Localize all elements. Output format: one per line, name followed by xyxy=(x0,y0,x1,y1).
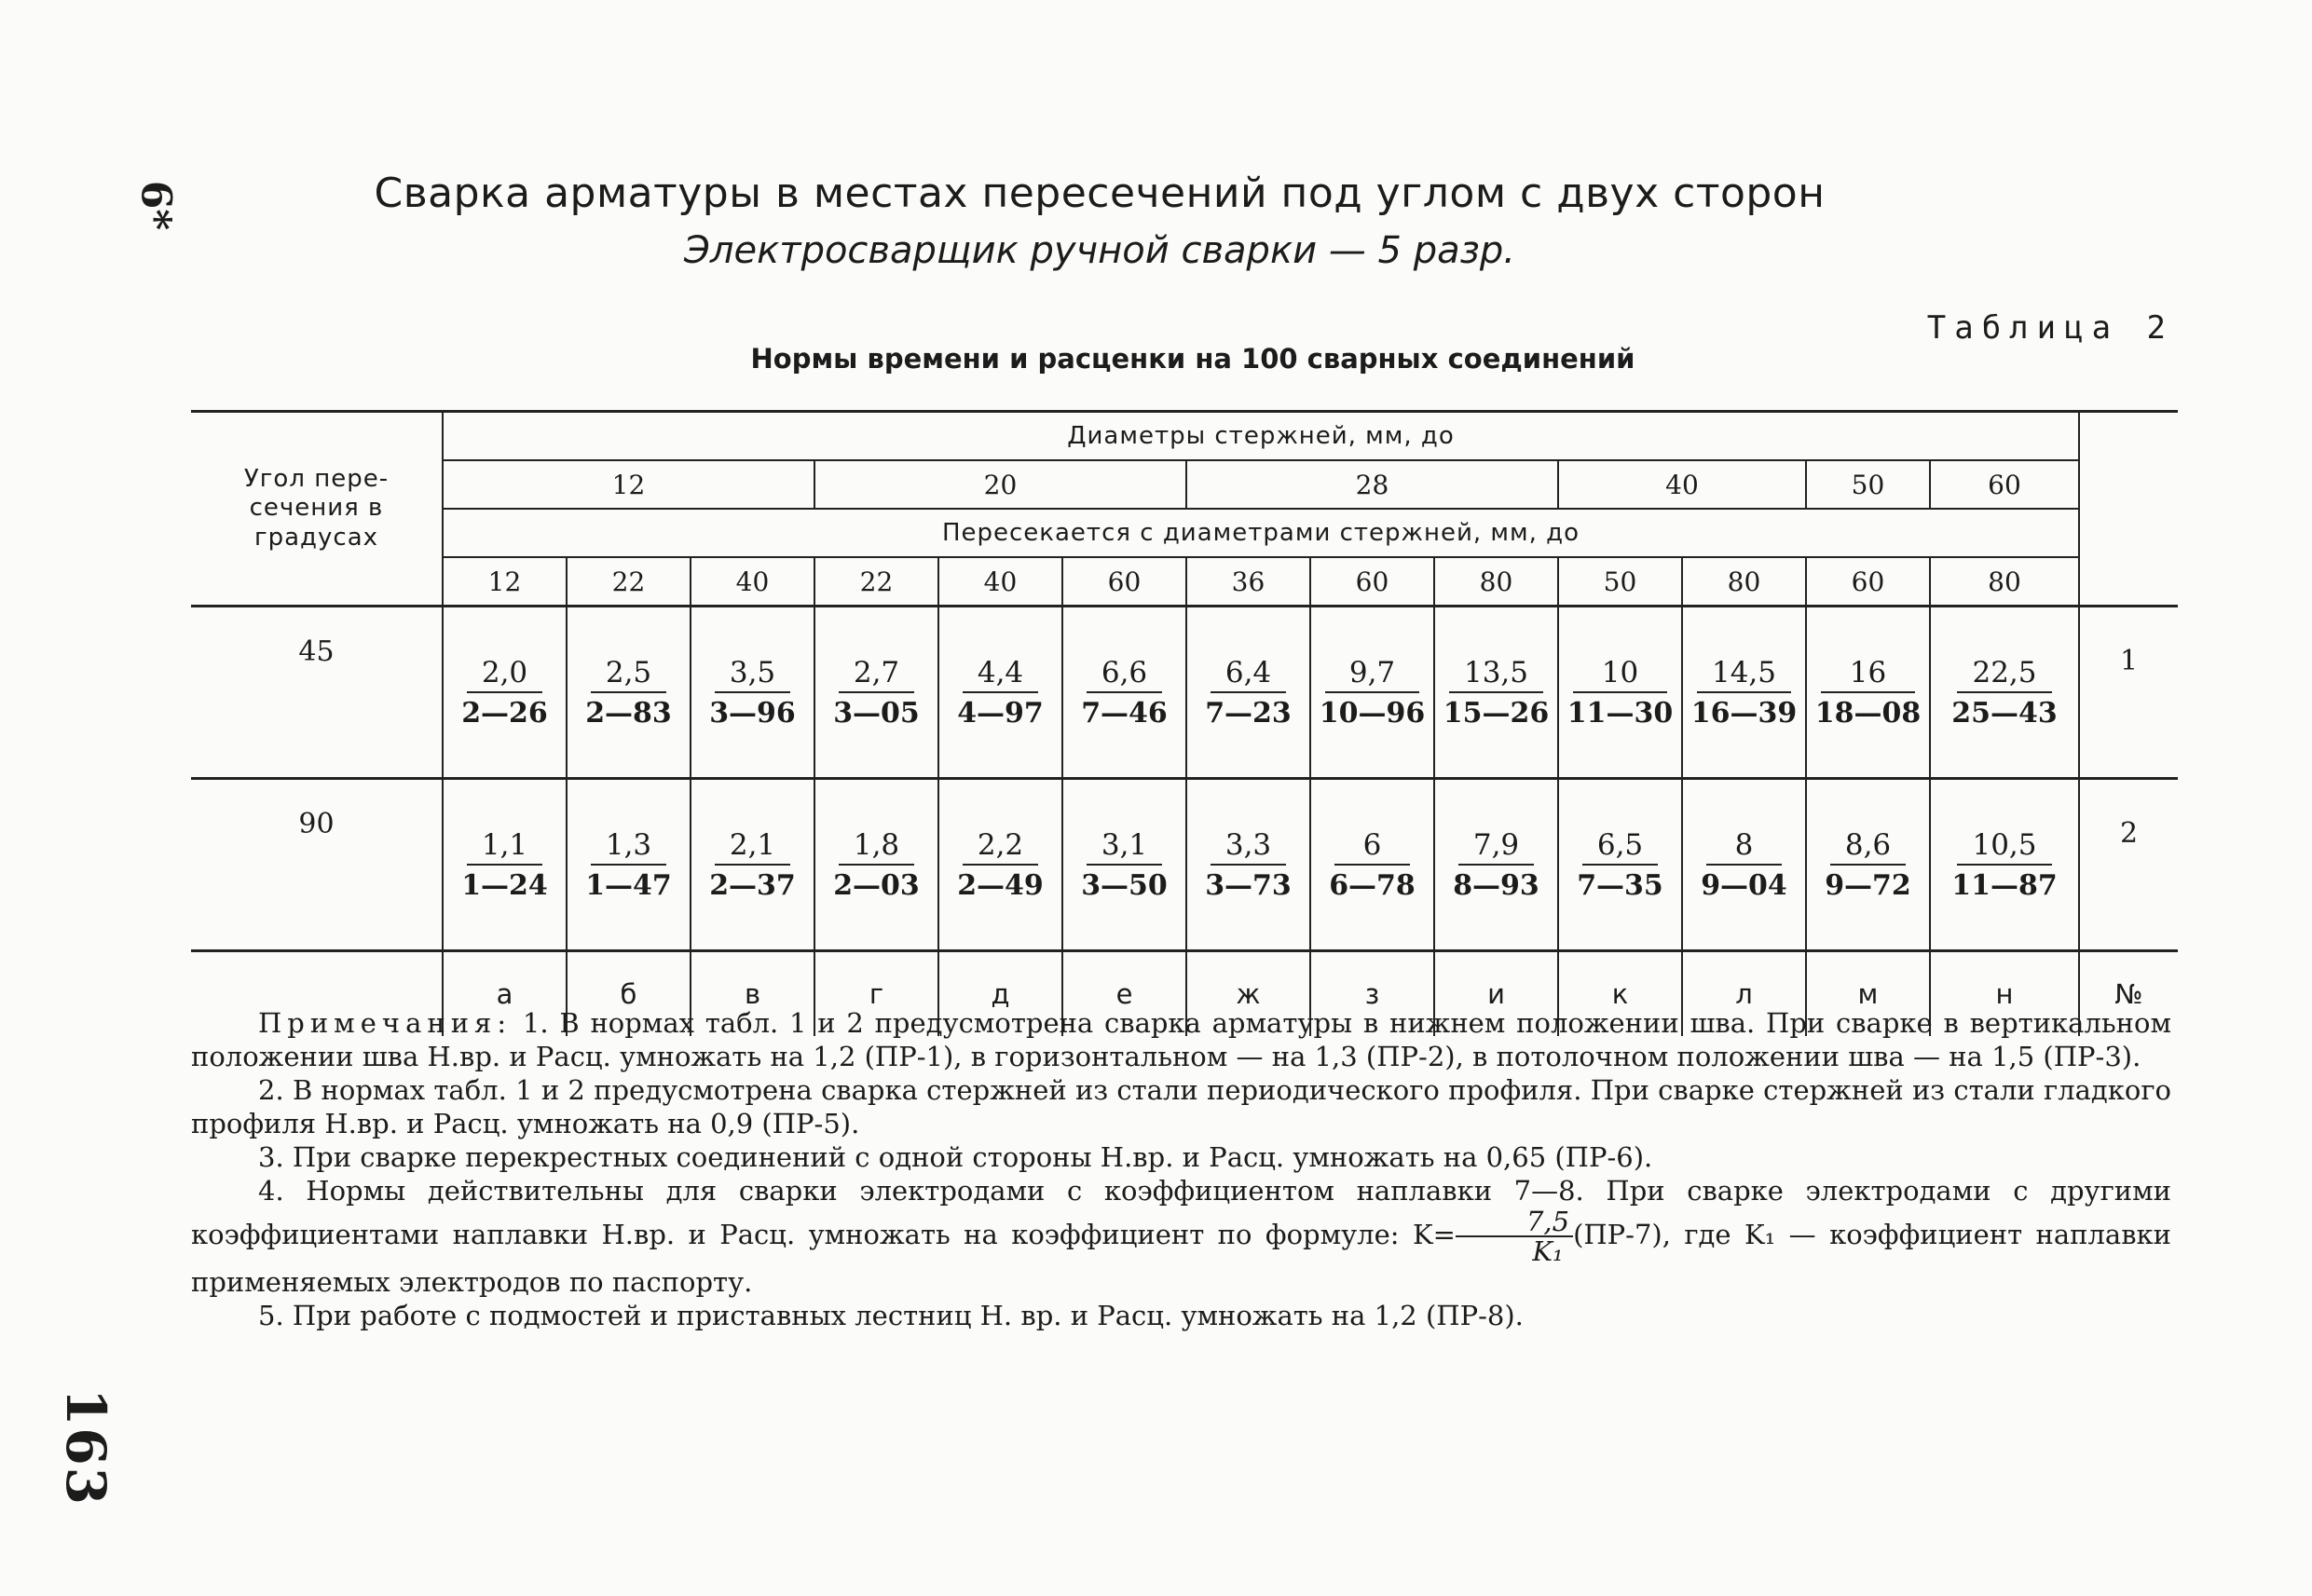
crossing-diameter-cell: 60 xyxy=(1062,557,1186,607)
time-norm: 7,9 xyxy=(1458,828,1534,866)
crossing-header: Пересекается с диаметрами стержней, мм, до xyxy=(443,509,2079,557)
number-sign-cell: № xyxy=(2079,951,2178,1037)
diameters-header: Диаметры стержней, мм, до xyxy=(443,412,2079,461)
note-3: 3. При сварке перекрестных соединений с одной стороны Н.вр. и Расц. умножать на 0,65 (ПР-6). xyxy=(258,1141,1653,1173)
crossing-diameter-cell: 22 xyxy=(567,557,691,607)
norm-cell xyxy=(1434,607,1558,779)
norms-table xyxy=(191,410,2178,1036)
diameter-cell: 20 xyxy=(814,460,1186,509)
formula-numerator: 7,5 xyxy=(1456,1207,1573,1237)
time-rate-fraction xyxy=(1567,656,1674,730)
norm-cell xyxy=(691,779,814,951)
crossing-diameter-cell: 12 xyxy=(443,557,567,607)
angle-cell: 45 xyxy=(191,607,443,779)
price-rate: 7—35 xyxy=(1577,868,1663,902)
price-rate: 3—73 xyxy=(1205,868,1292,902)
norm-cell xyxy=(691,607,814,779)
rownum-column-header xyxy=(2079,412,2178,607)
norm-cell xyxy=(1682,607,1806,779)
column-letter-cell: в xyxy=(691,951,814,1037)
crossing-row xyxy=(191,557,2178,607)
time-rate-fraction xyxy=(957,828,1044,902)
crossing-diameter-cell: 80 xyxy=(1682,557,1806,607)
norm-cell xyxy=(1062,607,1186,779)
norm-cell xyxy=(1062,779,1186,951)
time-rate-fraction xyxy=(833,828,920,902)
price-rate: 3—96 xyxy=(709,696,796,730)
crossing-diameter-cell: 60 xyxy=(1806,557,1930,607)
price-rate: 9—72 xyxy=(1825,868,1911,902)
time-norm: 16 xyxy=(1821,656,1916,693)
norm-cell xyxy=(938,779,1062,951)
column-letter-cell: а xyxy=(443,951,567,1037)
price-rate: 2—49 xyxy=(957,868,1044,902)
time-norm: 6,5 xyxy=(1582,828,1658,866)
time-norm: 3,3 xyxy=(1211,828,1286,866)
time-norm: 22,5 xyxy=(1957,656,2052,693)
time-rate-fraction xyxy=(1081,656,1168,730)
time-norm: 3,1 xyxy=(1087,828,1162,866)
norm-cell xyxy=(443,779,567,951)
formula-denominator: K₁ xyxy=(1532,1235,1564,1267)
column-letter-cell: д xyxy=(938,951,1062,1037)
time-norm: 6,6 xyxy=(1087,656,1162,693)
angle-column-header: Угол пере-сечения в градусах xyxy=(191,412,443,607)
time-norm: 14,5 xyxy=(1697,656,1792,693)
time-norm: 1,3 xyxy=(591,828,666,866)
time-rate-fraction xyxy=(1951,828,2058,902)
time-rate-fraction xyxy=(1577,828,1663,902)
price-rate: 7—46 xyxy=(1081,696,1168,730)
time-rate-fraction xyxy=(709,828,796,902)
time-norm: 10 xyxy=(1573,656,1668,693)
time-rate-fraction xyxy=(1081,828,1168,902)
norm-cell xyxy=(1806,779,1930,951)
price-rate: 2—83 xyxy=(585,696,672,730)
time-norm: 3,5 xyxy=(715,656,790,693)
time-rate-fraction xyxy=(461,828,548,902)
time-norm: 1,8 xyxy=(839,828,914,866)
norm-cell xyxy=(1558,779,1682,951)
price-rate: 4—97 xyxy=(957,696,1044,730)
note-5: 5. При работе с подмостей и приставных лестниц Н. вр. и Расц. умножать на 1,2 (ПР-8). xyxy=(258,1300,1524,1331)
price-rate: 7—23 xyxy=(1205,696,1292,730)
diameter-cell: 50 xyxy=(1806,460,1930,509)
price-rate: 16—39 xyxy=(1690,696,1798,730)
price-rate: 2—26 xyxy=(461,696,548,730)
norm-cell xyxy=(938,607,1062,779)
column-letter-cell: е xyxy=(1062,951,1186,1037)
price-rate: 2—37 xyxy=(709,868,796,902)
note-4-tail: (ПР-7), где K₁ — коэффициент наплавки применяемых электродов по паспорту. xyxy=(191,1219,2171,1298)
time-rate-fraction xyxy=(585,656,672,730)
time-rate-fraction xyxy=(957,656,1044,730)
time-norm: 9,7 xyxy=(1325,656,1420,693)
norm-cell xyxy=(1682,779,1806,951)
time-norm: 4,4 xyxy=(963,656,1038,693)
note-4-text: 4. Нормы действительны для сварки электродами с коэффициентом наплавки 7—8. При сварке электродами с другими коэффициентами наплавки Н.вр. и Расц. умножать на коэффициент по формуле: K= xyxy=(191,1175,2171,1250)
price-rate: 8—93 xyxy=(1453,868,1539,902)
note-1-text: 1. В нормах табл. 1 и 2 предусмотрена сварка арматуры в нижнем положении шва. При сварке в вертикальном положении шва Н.вр. и Расц. умножать на 1,2 (ПР-1), в горизонтальном — на 1,3 (ПР-2), в потолочном положении шва — на 1,5 (ПР-3). xyxy=(191,1007,2172,1072)
formula-fraction xyxy=(1456,1207,1573,1265)
time-norm: 2,0 xyxy=(467,656,542,693)
column-letter-cell: г xyxy=(814,951,938,1037)
page-number: 163 xyxy=(54,1388,117,1507)
note-2: 2. В нормах табл. 1 и 2 предусмотрена сварка стержней из стали периодического профиля. При сварке стержней из стали гладкого профиля Н.вр. и Расц. умножать на 0,9 (ПР-5). xyxy=(191,1074,2171,1139)
norm-cell xyxy=(1806,607,1930,779)
norm-cell xyxy=(1558,607,1682,779)
price-rate: 9—04 xyxy=(1701,868,1787,902)
crossing-diameter-cell: 22 xyxy=(814,557,938,607)
norm-cell xyxy=(814,779,938,951)
norm-cell xyxy=(1186,607,1310,779)
page-subtitle: Электросварщик ручной сварки — 5 разр. xyxy=(684,229,1515,272)
crossing-diameter-cell: 80 xyxy=(1930,557,2079,607)
column-letter-cell: и xyxy=(1434,951,1558,1037)
norm-cell xyxy=(1434,779,1558,951)
time-norm: 8,6 xyxy=(1830,828,1906,866)
price-rate: 6—78 xyxy=(1329,868,1416,902)
time-rate-fraction xyxy=(1443,656,1550,730)
note-4 xyxy=(191,1174,2171,1299)
column-letter-cell: з xyxy=(1310,951,1434,1037)
column-letter-cell: б xyxy=(567,951,691,1037)
crossing-diameter-cell: 40 xyxy=(691,557,814,607)
time-rate-fraction xyxy=(709,656,796,730)
time-rate-fraction xyxy=(1329,828,1416,902)
row-number-cell: 1 xyxy=(2079,607,2178,779)
price-rate: 1—24 xyxy=(461,868,548,902)
diameter-cell: 12 xyxy=(443,460,814,509)
time-norm: 2,5 xyxy=(591,656,666,693)
norm-cell xyxy=(1186,779,1310,951)
price-rate: 2—03 xyxy=(833,868,920,902)
time-rate-fraction xyxy=(1205,656,1292,730)
crossing-diameter-cell: 80 xyxy=(1434,557,1558,607)
crossing-diameter-cell: 40 xyxy=(938,557,1062,607)
column-letter-cell: м xyxy=(1806,951,1930,1037)
column-letter-cell: н xyxy=(1930,951,2079,1037)
norm-cell xyxy=(1930,607,2079,779)
price-rate: 3—50 xyxy=(1081,868,1168,902)
row-number-cell: 2 xyxy=(2079,779,2178,951)
time-norm: 8 xyxy=(1706,828,1782,866)
price-rate: 11—30 xyxy=(1566,696,1674,730)
norm-cell xyxy=(1310,607,1434,779)
time-norm: 1,1 xyxy=(467,828,542,866)
norm-cell xyxy=(443,607,567,779)
time-rate-fraction xyxy=(1825,828,1911,902)
price-rate: 3—05 xyxy=(833,696,920,730)
time-rate-fraction xyxy=(1701,828,1787,902)
time-rate-fraction xyxy=(461,656,548,730)
page-title: Сварка арматуры в местах пересечений под углом с двух сторон xyxy=(374,170,1826,217)
norm-cell xyxy=(567,607,691,779)
column-letter-cell: л xyxy=(1682,951,1806,1037)
price-rate: 25—43 xyxy=(1951,696,2058,730)
notes-block xyxy=(191,1006,2171,1332)
diameter-cell: 28 xyxy=(1186,460,1558,509)
time-norm: 6,4 xyxy=(1211,656,1286,693)
column-letter-cell: к xyxy=(1558,951,1682,1037)
diameters-row xyxy=(191,460,2178,509)
diameter-cell: 40 xyxy=(1558,460,1806,509)
table-row xyxy=(191,779,2178,951)
norm-cell xyxy=(814,607,938,779)
note-1 xyxy=(191,1006,2171,1073)
table-label: Таблица 2 xyxy=(1926,309,2174,347)
column-letter-cell: ж xyxy=(1186,951,1310,1037)
time-norm: 2,2 xyxy=(963,828,1038,866)
margin-signature-mark: 6* xyxy=(131,180,180,231)
time-norm: 10,5 xyxy=(1957,828,2052,866)
crossing-diameter-cell: 36 xyxy=(1186,557,1310,607)
table-row xyxy=(191,607,2178,779)
time-rate-fraction xyxy=(833,656,920,730)
time-rate-fraction xyxy=(1453,828,1539,902)
time-rate-fraction xyxy=(585,828,672,902)
time-norm: 2,1 xyxy=(715,828,790,866)
diameter-cell: 60 xyxy=(1930,460,2079,509)
norm-cell xyxy=(567,779,691,951)
time-rate-fraction xyxy=(1205,828,1292,902)
table-caption: Нормы времени и расценки на 100 сварных соединений xyxy=(750,343,1635,375)
price-rate: 1—47 xyxy=(585,868,672,902)
price-rate: 11—87 xyxy=(1951,868,2058,902)
price-rate: 18—08 xyxy=(1814,696,1922,730)
time-rate-fraction xyxy=(1691,656,1798,730)
time-rate-fraction xyxy=(1320,656,1426,730)
time-rate-fraction xyxy=(1815,656,1922,730)
notes-lead: Примечания: xyxy=(258,1007,513,1039)
angle-cell: 90 xyxy=(191,779,443,951)
time-norm: 2,7 xyxy=(839,656,914,693)
crossing-diameter-cell: 50 xyxy=(1558,557,1682,607)
price-rate: 15—26 xyxy=(1443,696,1550,730)
crossing-diameter-cell: 60 xyxy=(1310,557,1434,607)
norm-cell xyxy=(1930,779,2079,951)
time-norm: 13,5 xyxy=(1449,656,1544,693)
norm-cell xyxy=(1310,779,1434,951)
time-rate-fraction xyxy=(1951,656,2058,730)
price-rate: 10—96 xyxy=(1319,696,1426,730)
time-norm: 6 xyxy=(1334,828,1410,866)
